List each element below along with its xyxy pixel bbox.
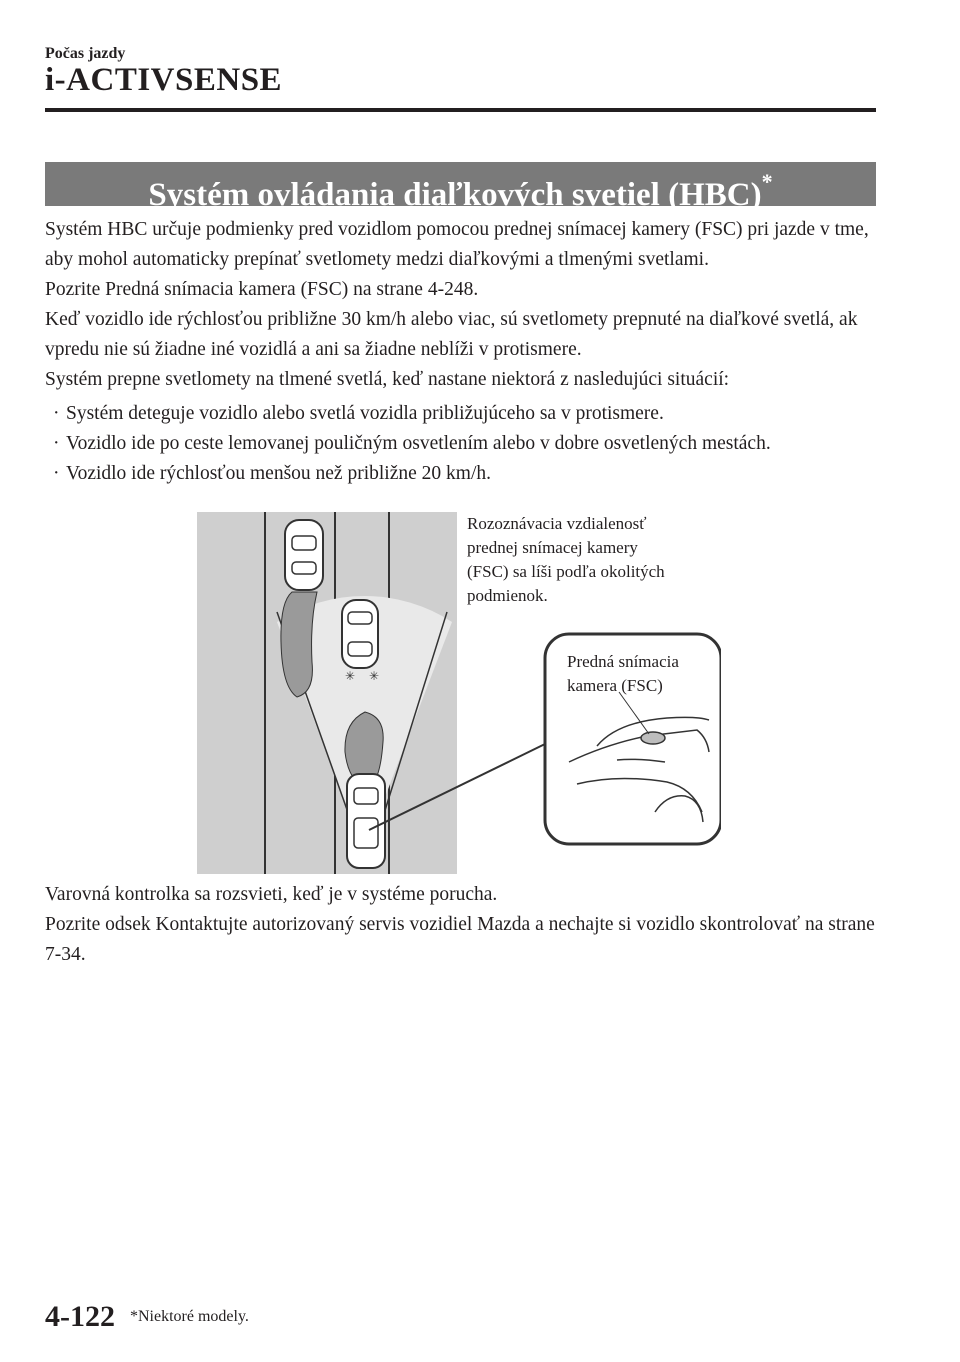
svg-text:✳: ✳: [345, 669, 356, 683]
paragraph: Pozrite odsek Kontaktujte autorizovaný servis vozidiel Mazda a nechajte si vozidlo skontrolovať na strane 7-34.: [45, 914, 875, 965]
camera-icon: [641, 732, 665, 744]
body-text: [45, 215, 880, 489]
camera-caption: [567, 650, 679, 698]
svg-text:✳: ✳: [369, 669, 380, 683]
footnote-mark: *: [761, 169, 773, 194]
list-item: [45, 399, 880, 429]
page-number: 4-122: [45, 1300, 115, 1333]
list-item-text: Systém deteguje vozidlo alebo svetlá vozidla približujúceho sa v protismere.: [66, 403, 664, 424]
caption-line: prednej snímacej kamery: [467, 538, 638, 557]
section-title: i-ACTIVSENSE: [45, 62, 283, 98]
oncoming-light-beam: [281, 592, 317, 697]
topic-banner: [45, 162, 876, 213]
footnote: *Niektoré modely.: [130, 1308, 249, 1325]
list-item-text: Vozidlo ide rýchlosťou menšou než približne 20 km/h.: [66, 463, 491, 484]
caption-line: kamera (FSC): [567, 676, 663, 695]
list-item: [45, 429, 880, 459]
oncoming-car-icon: [285, 520, 323, 590]
own-car-icon: [347, 774, 385, 868]
bullet-icon: ·: [53, 403, 60, 424]
paragraph: Varovná kontrolka sa rozsvieti, keď je v systéme porucha.: [45, 884, 498, 905]
header-rule: [45, 108, 876, 112]
list-item: [45, 459, 880, 489]
paragraph: Systém HBC určuje podmienky pred vozidlom pomocou prednej snímacej kamery (FSC) pri jazde v tme, aby mohol automaticky prepínať svetlomety medzi diaľkovými a tlmenými svetlami.: [45, 219, 869, 270]
bullet-icon: ·: [53, 463, 60, 484]
bullet-icon: ·: [53, 433, 60, 454]
paragraph: Pozrite Predná snímacia kamera (FSC) na strane 4-248.: [45, 279, 479, 300]
caption-line: Rozoznávacia vzdialenosť: [467, 514, 647, 533]
topic-title: Systém ovládania diaľkových svetiel (HBC): [148, 177, 762, 213]
caption-line: podmienok.: [467, 586, 548, 605]
range-caption: [467, 512, 665, 608]
condition-list: [45, 399, 880, 489]
chapter-title: Počas jazdy: [45, 45, 126, 62]
caption-line: Predná snímacia: [567, 652, 679, 671]
paragraph: Keď vozidlo ide rýchlosťou približne 30 km/h alebo viac, sú svetlomety prepnuté na diaľkové svetlá, ak vpredu nie sú žiadne iné vozidlá a ani sa žiadne neblíži v protismere.: [45, 309, 858, 360]
list-item-text: Vozidlo ide po ceste lemovanej pouličným osvetlením alebo v dobre osvetlených mestách.: [66, 433, 771, 454]
warning-text: [45, 880, 880, 970]
paragraph: Systém prepne svetlomety na tlmené svetlá, keď nastane niektorá z nasledujúci situácií:: [45, 369, 730, 390]
caption-line: (FSC) sa líši podľa okolitých: [467, 562, 665, 581]
